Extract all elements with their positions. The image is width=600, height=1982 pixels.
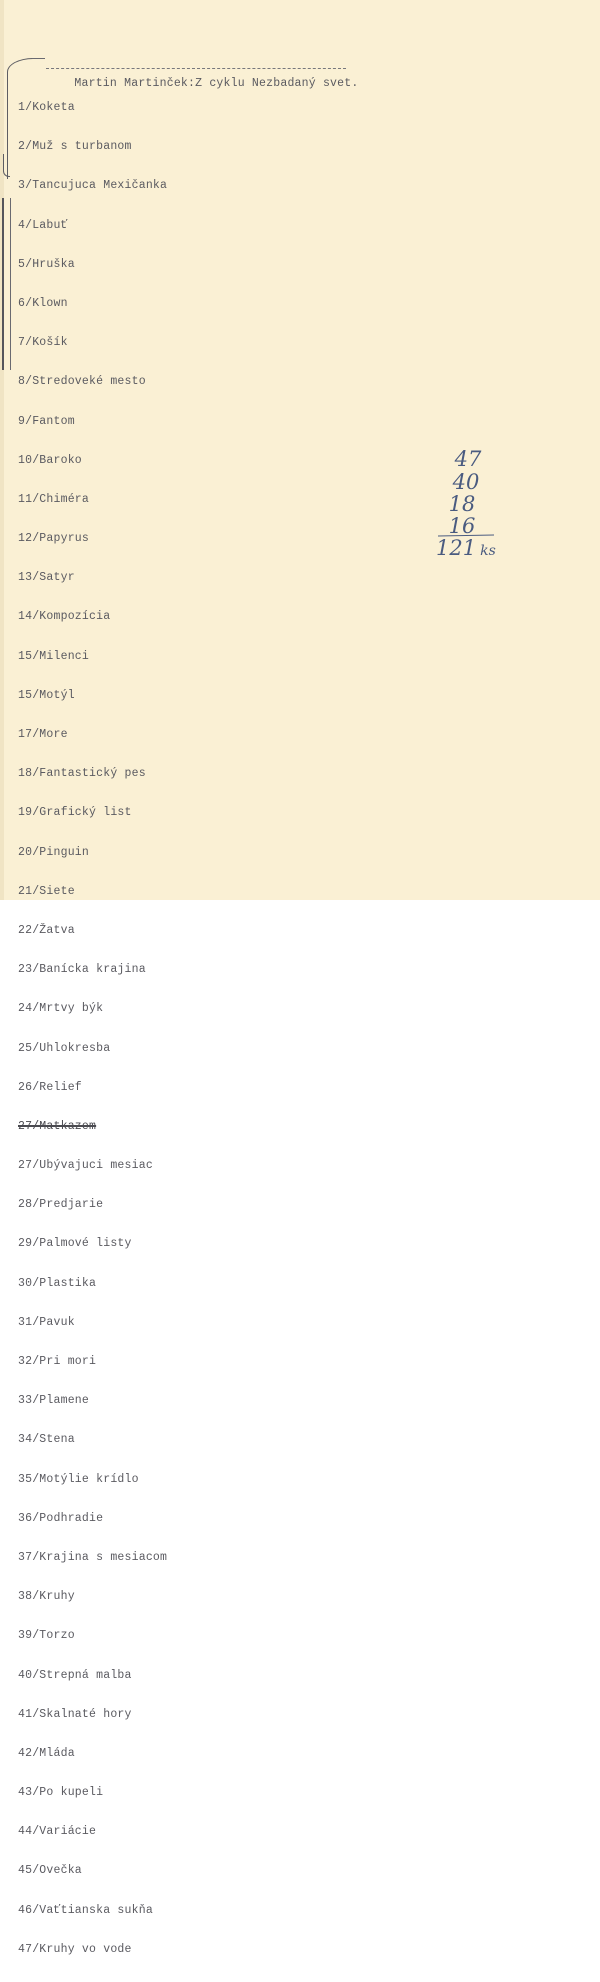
- list-item: 2/Muž s turbanom: [18, 140, 132, 154]
- list-item: 7/Košík: [18, 336, 68, 350]
- list-item: 5/Hruška: [18, 257, 75, 271]
- list-item: 22/Žatva: [18, 923, 75, 937]
- list-item: 45/Ovečka: [18, 1864, 82, 1878]
- list-item: 21/Siete: [18, 884, 75, 898]
- list-item: 20/Pinguin: [18, 845, 90, 859]
- list-item: 32/Pri mori: [18, 1355, 97, 1368]
- heading-dash: [32, 58, 45, 59]
- tally-value: 47: [454, 447, 482, 471]
- list-item: 28/Predjarie: [18, 1198, 104, 1212]
- list-item: 35/Motýlie krídlo: [18, 1472, 139, 1486]
- list-item: 34/Stena: [18, 1433, 75, 1447]
- list-item: 26/Relief: [18, 1080, 82, 1094]
- list-item: 12/Papyrus: [18, 532, 90, 546]
- list-item: 18/Fantastický pes: [18, 767, 146, 781]
- tally-value: 18: [448, 492, 476, 516]
- list-item: 8/Stredoveké mesto: [18, 375, 146, 389]
- list-item: 30/Plastika: [18, 1276, 97, 1290]
- list-item: 14/Kompozícia: [18, 610, 111, 624]
- list-item: 25/Uhlokresba: [18, 1041, 111, 1055]
- list-item: 6/Klown: [18, 296, 68, 310]
- tally-value: 40: [452, 470, 480, 494]
- list-item: 15/Motýl: [18, 688, 75, 702]
- list-item: 11/Chiméra: [18, 492, 90, 506]
- tally-total-wrap: [436, 537, 496, 562]
- tally-value: 16: [448, 514, 476, 538]
- list-item: 43/Po kupeli: [18, 1786, 104, 1800]
- tally-total: 121: [436, 536, 477, 560]
- list-item: 37/Krajina s mesiacom: [18, 1550, 168, 1564]
- heading-underline-rule: [46, 68, 346, 69]
- list-item: 47/Kruhy vo vode: [18, 1942, 132, 1956]
- pencil-bracket-side: [2, 198, 11, 370]
- list-item: 39/Torzo: [18, 1629, 75, 1643]
- list-item: 36/Podhradie: [18, 1511, 104, 1525]
- list-item: 33/Plamene: [18, 1394, 90, 1408]
- list-item: 15/Milenci: [18, 649, 90, 663]
- list-item: 19/Grafický list: [18, 806, 132, 820]
- list-item: 10/Barokо: [18, 453, 82, 467]
- list-item: 24/Mrtvy býk: [18, 1002, 104, 1016]
- list-item: 1/Koketa: [18, 101, 75, 114]
- tally-total-unit: ks: [480, 543, 496, 559]
- list-item: 3/Tancujuca Mexičanka: [18, 179, 168, 193]
- list-item-struck: 27/Matkazem: [18, 1119, 97, 1133]
- list-item: 31/Pavuk: [18, 1315, 75, 1329]
- list-item: 23/Banícka krajina: [18, 963, 146, 977]
- list-item: 38/Kruhy: [18, 1590, 75, 1604]
- list-item: 46/Vaťtianska sukňa: [18, 1903, 153, 1917]
- pencil-bracket-tick: [3, 154, 10, 177]
- works-list: [18, 75, 167, 1982]
- list-item: 27/Ubývajuci mesiac: [18, 1159, 153, 1173]
- list-item: 44/Variácie: [18, 1825, 97, 1839]
- list-item: 41/Skalnaté hory: [18, 1707, 132, 1721]
- list-item: 17/More: [18, 728, 68, 741]
- list-item: 40/Strepná malba: [18, 1668, 132, 1682]
- list-item: 42/Mláda: [18, 1746, 75, 1760]
- document-heading: Martin Martinček:Z cyklu Nezbadaný svet.: [74, 77, 359, 90]
- list-item: 29/Palmové listy: [18, 1237, 132, 1251]
- list-item: 13/Satyr: [18, 571, 75, 585]
- list-item: 4/Labuť: [18, 218, 68, 232]
- page-edge-shadow: [0, 0, 4, 900]
- list-item: 9/Fantom: [18, 414, 75, 428]
